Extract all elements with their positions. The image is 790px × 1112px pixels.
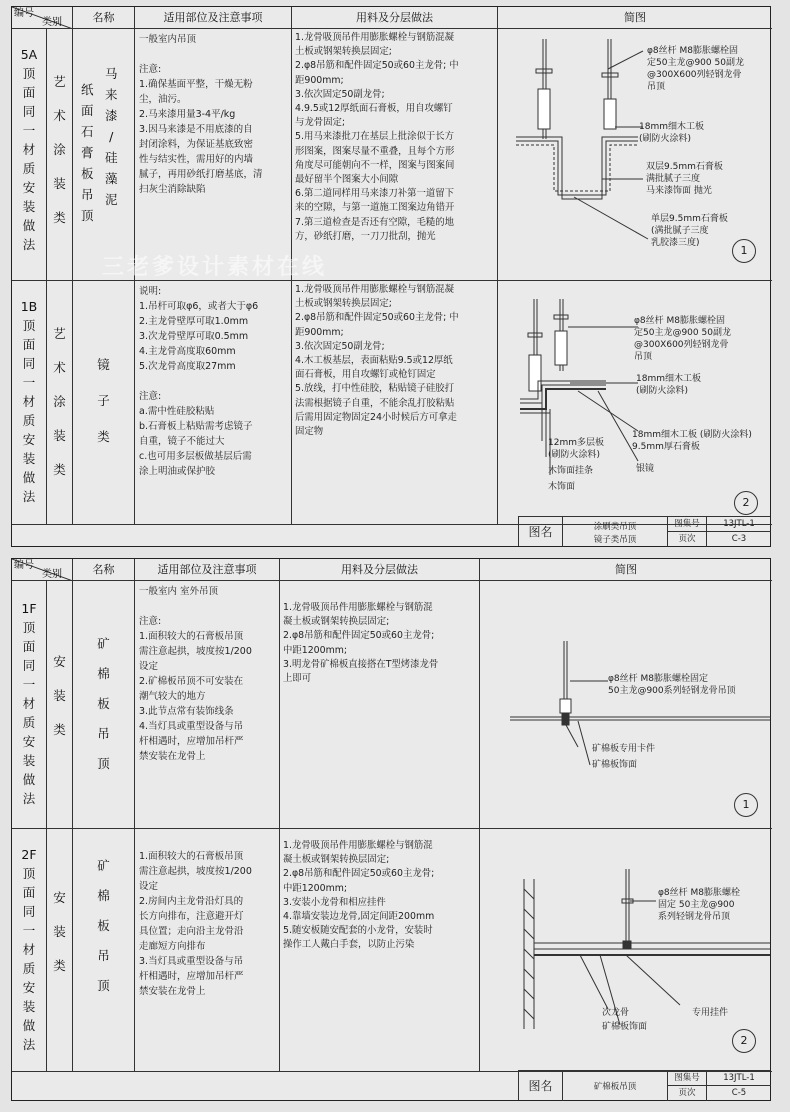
code-char: 质 [22,413,36,428]
row-category [47,29,73,281]
name-column-1 [81,79,94,226]
category-char: 涂 [53,142,66,157]
header-number-category [12,7,73,29]
code-char: 做 [22,772,36,787]
annotation-hanger: φ8丝杆 M8膨胀螺栓固 定50主龙@900 50副龙 @300X600列轻钢龙骨 吊顶 [634,316,731,362]
header-category: 类别 [42,569,62,580]
atlas-label: 图集号 [667,517,707,532]
row-category [47,829,73,1072]
code-char: 质 [22,161,36,176]
annotation-mineral-board: 矿棉板饰面 [602,1022,648,1032]
code-char: 安 [22,980,36,995]
code-column [12,829,46,1054]
row-code [12,29,47,281]
usage-text: 一般室内 室外吊顶 注意: 1.面积较大的石膏板吊顶 需注意起拱，坡度按1/200 设定 2.矿棉板吊顶不可安装在 潮气较大的地方 3.此节点常有装饰线条 4.当灯具或重型设备与吊 杆相遇时，应增加吊杆严 禁安装在龙骨上 [139,586,252,762]
materials-text: 1.龙骨吸顶吊件用膨胀螺栓与钢筋混 凝土板或钢架转换层固定; 2.φ8吊筋和配件固定50或60主龙骨; 中距1200mm; 3.明龙骨矿棉板直接搭在T型烤漆龙骨 上即可 [283,602,439,685]
category-char: 类 [53,958,66,973]
code-char: 1F [21,601,37,616]
code-char: 质 [22,715,36,730]
materials-steps [292,281,498,525]
category-char: 安 [53,890,66,905]
title-label: 图名 [519,517,563,547]
code-column [12,281,46,506]
code-char: 一 [22,375,36,390]
code-char: 面 [22,639,36,654]
usage-text: 一般室内吊顶 注意: 1.确保基面平整，干燥无粉 尘，油污。 2.马来漆用量3-4平/kg 3.因马来漆是不用底漆的自 封闭涂料，为保证基底致密 性与结实性，需用好的内墙 腻子，再用砂纸打磨基底，清 扫灰尘消除缺陷 [139,34,263,195]
annotation-double-gypsum: 双层9.5mm石膏板 满批腻子三度 马来漆饰面 抛光 [646,162,723,196]
detail-number-badge: 2 [732,1029,756,1053]
atlas-number: 13JTL-1 [707,1071,771,1086]
name-char: 泥 [105,192,118,207]
header-usage: 适用部位及注意事项 [135,7,292,29]
code-char: 装 [22,999,36,1014]
header-sketch: 简图 [480,559,772,581]
materials-steps [292,29,498,281]
row-name [73,829,135,1072]
category-char: 类 [53,210,66,225]
code-char: 做 [22,470,36,485]
category-char: 涂 [53,394,66,409]
code-char: 装 [22,199,36,214]
row-name [73,581,135,829]
name-char: / [109,129,114,144]
annotation-silver-mirror: 银镜 [636,464,655,474]
detail-number-badge: 2 [734,491,758,515]
annotation-hanger: φ8丝杆 M8膨胀螺栓固定 50主龙@900系列轻钢龙骨吊顶 [608,674,736,696]
code-char: 材 [22,942,36,957]
materials-text: 1.龙骨吸顶吊件用膨胀螺栓与钢筋混凝 土板或钢架转换层固定; 2.φ8吊筋和配件固定50或60主龙骨; 中 距900mm; 3.依次固定50副龙骨; 4.9.5或12厚纸面石膏板，用自攻螺钉 与龙骨固定; 5.用马来漆批刀在基层上批涂似于长方 形图案，图案尽量不重叠，且每个方形 角度尽可能朝向不一样，图案与图案间 最好留半个图案大小间隙 6.第二道同样用马来漆刀补第一道留下 来的空隙，与第一道施工图案边角错开 7.第三道检查是否还有空隙，毛糙的地 方，砂纸打磨，一刀刀批刮，抛光 [295,32,459,242]
sketch-cell [498,281,772,525]
name-char: 板 [97,696,110,711]
page-label: 页次 [667,532,707,547]
category-char: 装 [53,924,66,939]
name-char: 顶 [81,208,94,223]
name-char: 硅 [105,150,118,165]
watermark-text: 三老爹设计素材在线 [102,255,328,280]
category-column [47,581,72,747]
detail-sheet-c3 [11,6,771,547]
code-char: 顶 [22,866,36,881]
code-column [12,581,46,808]
atlas-number: 13JTL-1 [707,517,771,532]
materials-text: 1.龙骨吸顶吊件用膨胀螺栓与钢筋混凝 土板或钢架转换层固定; 2.φ8吊筋和配件固定50或60主龙骨; 中 距900mm; 3.依次固定50副龙骨; 4.木工板基层，表面粘贴9.5或12厚纸 面石膏板，用自攻螺钉或枪钉固定 5.放线，打中性硅胶，粘贴镜子硅胶打 法需根据镜子自重，不能余乱打胶粘贴 后需用固定物固定24小时候后方可拿走 固定物 [295,284,459,438]
materials-text: 1.龙骨吸顶吊件用膨胀螺栓与钢筋混 凝土板或钢架转换层固定; 2.φ8吊筋和配件固定50或60主龙骨; 中距1200mm; 3.安装小龙骨和相应挂件 4.靠墙安装边龙骨,固定间距200mm 5.随安板随安配套的小龙骨，安装时 操作工人戴白手套，以防止污染 [283,840,435,951]
sketch-cell [480,829,772,1072]
title-name-1: 涂刷类吊顶 [593,522,637,532]
name-char: 漆 [105,108,118,123]
detail-number-badge: 1 [732,239,756,263]
code-char: 做 [22,1018,36,1033]
header-materials: 用料及分层做法 [280,559,480,581]
materials-steps [280,829,480,1072]
code-char: 同 [22,104,36,119]
name-char: 藻 [105,171,118,186]
code-char: 做 [22,218,36,233]
name-char: 吊 [81,187,94,202]
category-char: 装 [53,688,66,703]
code-char: 同 [22,904,36,919]
name-char: 顶 [97,756,110,771]
annotation-wood-veneer: 木饰面 [548,482,576,492]
usage-notes [135,29,292,281]
annotation-hanger: φ8丝杆 M8膨胀螺栓固 定50主龙@900 50副龙 @300X600列轻钢龙骨 吊顶 [647,46,744,92]
name-char: 石 [81,124,94,139]
code-char: 一 [22,677,36,692]
title-block [518,516,770,546]
annotation-single-gypsum: 单层9.5mm石膏板 (满批腻子三度 乳胶漆三度) [651,214,728,248]
annotation-plywood-gypsum: 18mm细木工板 (刷防火涂料) 9.5mm厚石膏板 [632,430,752,452]
category-char: 术 [53,360,66,375]
code-char: 法 [22,1037,36,1052]
name-char: 矿 [97,858,110,873]
code-char: 顶 [22,318,36,333]
header-number-category [12,559,73,581]
name-char: 来 [105,87,118,102]
code-char: 一 [22,923,36,938]
annotation-clip: 矿棉板专用卡件 [592,744,656,754]
name-char: 顶 [97,978,110,993]
category-char: 类 [53,722,66,737]
code-char: 安 [22,432,36,447]
name-char: 吊 [97,726,110,741]
sketch-cell [498,29,772,281]
header-usage: 适用部位及注意事项 [135,559,280,581]
code-char: 5A [20,47,38,62]
name-column [73,829,134,1001]
header-name: 名称 [73,7,135,29]
code-char: 顶 [22,620,36,635]
category-column [47,281,72,487]
code-char: 2F [21,847,37,862]
name-char: 板 [81,166,94,181]
code-column [12,29,46,254]
name-char: 镜 [97,357,110,372]
category-column [47,29,72,235]
code-char: 同 [22,356,36,371]
usage-text: 1.面积较大的石膏板吊顶 需注意起拱，坡度按1/200 设定 2.房间内主龙骨沿灯具的 长方向排布，注意避开灯 具位置；走向沿主龙骨沿 走廊短方向排布 3.当灯具或重型设备与吊 杆相遇时，应增加吊杆严 禁安装在龙骨上 [139,851,252,997]
annotation-plywood: 18mm细木工板 (刷防火涂料) [636,374,701,396]
category-char: 安 [53,654,66,669]
detail-sheet-c5 [11,558,771,1101]
name-char: 纸 [81,82,94,97]
materials-steps [280,581,480,829]
code-char: 装 [22,451,36,466]
header-name: 名称 [73,559,135,581]
code-char: 顶 [22,66,36,81]
annotation-multilayer-board: 12mm多层板 (刷防火涂料) [548,438,604,460]
name-char: 吊 [97,948,110,963]
title-block [518,1070,770,1100]
code-char: 面 [22,337,36,352]
code-char: 安 [22,180,36,195]
code-char: 法 [22,489,36,504]
header-number: 编号 [14,560,34,571]
header-materials: 用料及分层做法 [292,7,498,29]
title-label: 图名 [519,1071,563,1101]
code-char: 质 [22,961,36,976]
page-number: C-5 [731,1088,747,1098]
name-char: 板 [97,918,110,933]
code-char: 材 [22,696,36,711]
category-char: 装 [53,176,66,191]
category-char: 类 [53,462,66,477]
category-char: 艺 [53,74,66,89]
code-char: 面 [22,885,36,900]
row-name [73,29,135,281]
name-column [73,281,134,455]
detail-number-badge: 1 [734,793,758,817]
annotation-mineral-board: 矿棉板饰面 [592,760,638,770]
page-number: C-3 [731,534,747,544]
name-column [73,581,134,779]
code-char: 1B [20,299,38,314]
header-number: 编号 [14,8,34,19]
row-name [73,281,135,525]
name-char: 马 [105,66,118,81]
row-code [12,281,47,525]
row-code [12,581,47,829]
header-category: 类别 [42,17,62,28]
code-char: 材 [22,142,36,157]
annotation-wood-strip: 木饰面挂条 [548,466,594,476]
usage-text: 说明: 1.吊杆可取φ6，或者大于φ6 2.主龙骨壁厚可取1.0mm 3.次龙骨壁厚可取0.5mm 4.主龙骨高度取60mm 5.次龙骨高度取27mm 注意: a.需中性硅胶粘贴 b.石膏板上粘贴需考虑镜子 自重，镜子不能过大 c.也可用多层板做基层后需 涂上明油或保护胶 [139,286,259,477]
mineral-wool-wall-edge-drawing [480,829,772,1072]
page-label: 页次 [667,1086,707,1101]
annotation-hanger-clip: 专用挂件 [692,1008,729,1018]
row-code [12,829,47,1072]
code-char: 面 [22,85,36,100]
code-char: 材 [22,394,36,409]
atlas-label: 图集号 [667,1071,707,1086]
title-name-1: 矿棉板吊顶 [593,1082,637,1092]
category-column [47,829,72,983]
name-char: 膏 [81,145,94,160]
row-category [47,281,73,525]
category-char: 艺 [53,326,66,341]
sketch-cell [480,581,772,829]
code-char: 装 [22,753,36,768]
code-char: 安 [22,734,36,749]
code-char: 法 [22,791,36,806]
annotation-hanger: φ8丝杆 M8膨胀螺栓 固定 50主龙@900 系列轻钢龙骨吊顶 [658,888,741,922]
name-char: 类 [97,429,110,444]
code-char: 一 [22,123,36,138]
name-char: 面 [81,103,94,118]
title-name-2: 镜子类吊顶 [593,535,637,545]
name-char: 棉 [97,888,110,903]
name-char: 棉 [97,666,110,681]
mineral-wool-ceiling-drawing [480,581,772,829]
name-char: 子 [97,393,110,408]
name-char: 矿 [97,636,110,651]
row-category [47,581,73,829]
category-char: 术 [53,108,66,123]
usage-notes [135,829,280,1072]
name-column-2 [105,63,118,210]
annotation-plywood: 18mm细木工板 (刷防火涂料) [639,122,704,144]
usage-notes [135,281,292,525]
code-char: 同 [22,658,36,673]
header-sketch: 简图 [498,7,772,29]
category-char: 装 [53,428,66,443]
code-char: 法 [22,237,36,252]
usage-notes [135,581,280,829]
annotation-secondary-keel: 次龙骨 [602,1008,630,1018]
